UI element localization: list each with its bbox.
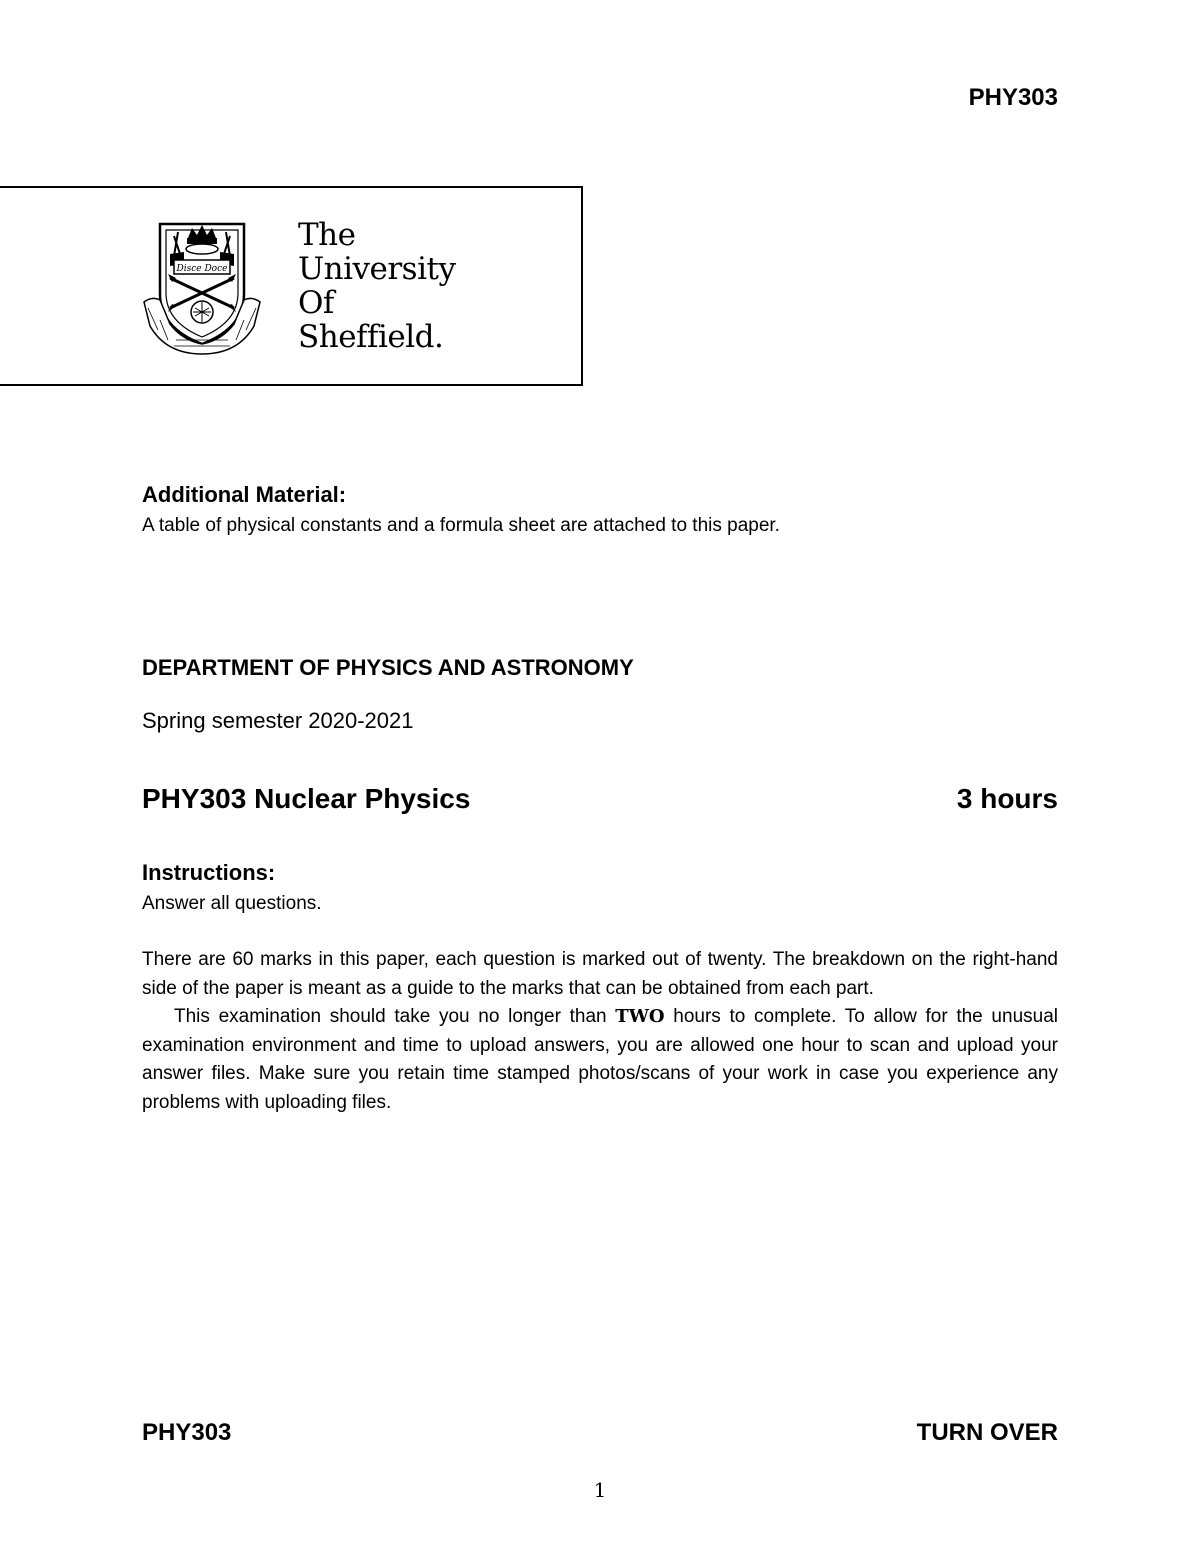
footer-course-code: PHY303 — [142, 1419, 232, 1446]
instructions-line: Answer all questions. — [142, 893, 322, 914]
additional-material-text: A table of physical constants and a formula sheet are attached to this paper. — [142, 515, 780, 536]
university-crest-icon — [140, 216, 264, 356]
instructions-text: hours to complete. To allow for the unusual examination environment and time to upload answers, you are allowed one hour to scan and upload your answer files. Make sure you retain time stamped photos/scans of your work in case you experience any problems with uploading files. — [142, 1006, 1058, 1113]
instructions-paragraph — [142, 1003, 1058, 1117]
university-logo-box — [0, 186, 583, 386]
header-course-code: PHY303 — [968, 84, 1058, 111]
instructions-text: This examination should take you no longer than — [174, 1006, 616, 1027]
wordmark-line: The — [298, 217, 356, 253]
instructions-body — [142, 946, 1058, 1117]
semester-label: Spring semester 2020-2021 — [142, 708, 414, 733]
wordmark-line: University — [298, 251, 456, 287]
crest-motto: Disce Doce — [176, 264, 228, 274]
course-title: PHY303 Nuclear Physics — [142, 783, 471, 814]
exam-duration: 3 hours — [956, 783, 1058, 814]
department-title: DEPARTMENT OF PHYSICS AND ASTRONOMY — [142, 655, 634, 680]
instructions-paragraph: There are 60 marks in this paper, each question is marked out of twenty. The breakdown on the right-hand side of the paper is meant as a guide to the marks that can be obtained from each part. — [142, 949, 1058, 999]
university-wordmark — [298, 218, 455, 354]
wordmark-line: Of — [298, 285, 334, 321]
instructions-heading: Instructions: — [142, 860, 276, 885]
turn-over-label: TURN OVER — [916, 1419, 1058, 1446]
instructions-emphasis: TWO — [615, 1006, 665, 1027]
additional-material-heading: Additional Material: — [142, 482, 347, 507]
page-number: 1 — [593, 1478, 607, 1502]
wordmark-line: Sheffield. — [298, 319, 444, 355]
